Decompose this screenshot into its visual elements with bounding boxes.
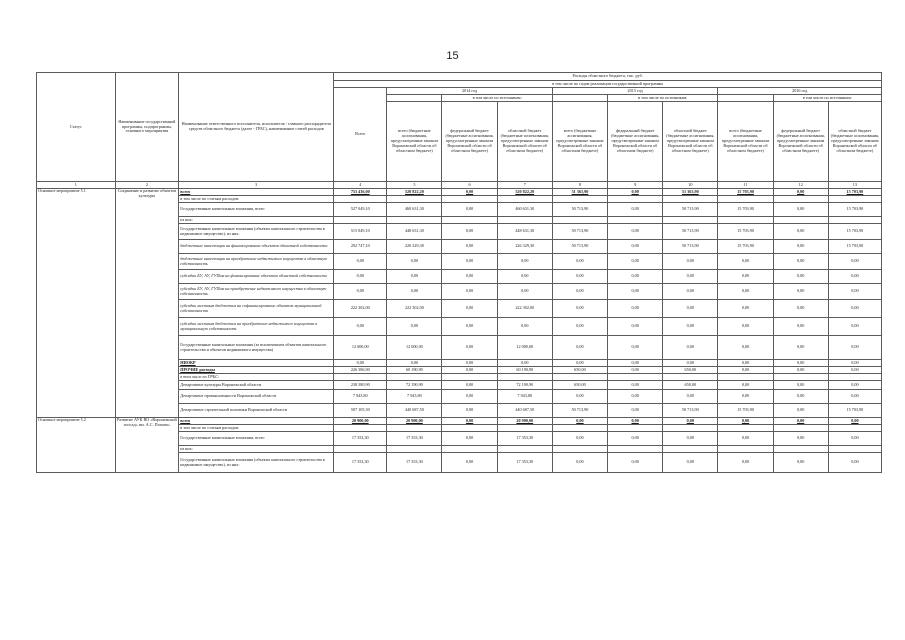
- row-value: [387, 425, 442, 432]
- row-value: 0,00: [773, 254, 828, 270]
- row-label: в том числе по ГРБС:: [179, 374, 334, 381]
- row-value: 0,00: [442, 453, 497, 473]
- row-value: 15 703,90: [718, 404, 773, 418]
- row-value: 0,00: [773, 432, 828, 446]
- row-value: 0,00: [608, 254, 663, 270]
- row-value: 12 000,00: [334, 336, 387, 360]
- row-value: 0,00: [773, 453, 828, 473]
- row-value: 50 713,90: [663, 203, 718, 217]
- row-value: [608, 446, 663, 453]
- row-value: 0,00: [387, 284, 442, 300]
- header-status: Статус: [37, 73, 116, 182]
- col-number: 1: [37, 182, 116, 189]
- row-label: Департамент культуры Воронежской области: [179, 381, 334, 390]
- row-value: 0,00: [387, 270, 442, 284]
- row-value: 0,00: [718, 390, 773, 404]
- row-value: [442, 374, 497, 381]
- row-value: [773, 374, 828, 381]
- row-value: 17 353,30: [497, 432, 552, 446]
- row-value: [552, 446, 607, 453]
- row-value: 15 703,90: [718, 240, 773, 254]
- header-col-federal-2015: федеральный бюджет (бюджетные ассигнования, предусмотренные законом Воронежской области об областном бюджете): [608, 102, 663, 182]
- row-value: 0,00: [442, 224, 497, 240]
- row-value: [497, 374, 552, 381]
- row-value: 0,00: [442, 360, 497, 367]
- row-label: Департамент строительной политики Воронежской области: [179, 404, 334, 418]
- col-number: 7: [497, 182, 552, 189]
- row-value: [387, 446, 442, 453]
- row-value: 0,00: [773, 367, 828, 374]
- row-value: 0,00: [608, 270, 663, 284]
- row-value: 0,00: [442, 318, 497, 336]
- page-number: 15: [446, 50, 459, 62]
- row-value: 0,00: [828, 284, 881, 300]
- row-value: 0,00: [773, 300, 828, 318]
- row-value: 292 747,10: [334, 240, 387, 254]
- row-value: 0,00: [442, 284, 497, 300]
- row-value: [387, 196, 442, 203]
- row-value: 0,00: [828, 418, 881, 425]
- row-value: 60 190,90: [497, 367, 552, 374]
- col-number: 8: [552, 182, 607, 189]
- row-value: 222 302,00: [334, 300, 387, 318]
- header-col-federal-2014: федеральный бюджет (бюджетные ассигнования, предусмотренные законом Воронежской области об областном бюджете): [442, 102, 497, 182]
- row-value: 17 353,30: [334, 453, 387, 473]
- row-value: [497, 217, 552, 224]
- row-value: 17 353,30: [497, 453, 552, 473]
- row-value: 0,00: [773, 336, 828, 360]
- row-value: 7 943,80: [387, 390, 442, 404]
- row-value: 440 687,50: [497, 404, 552, 418]
- col-number: 6: [442, 182, 497, 189]
- row-value: [663, 446, 718, 453]
- row-value: [334, 446, 387, 453]
- row-value: 0,00: [773, 189, 828, 196]
- row-label: субсидии БУ, АУ, ГУПам на приобретение недвижимого имущества в областную собственность: [179, 284, 334, 300]
- row-value: 0,00: [718, 270, 773, 284]
- row-value: 460 631,30: [387, 203, 442, 217]
- row-value: 0,00: [442, 189, 497, 196]
- row-value: 448 631,30: [387, 224, 442, 240]
- row-value: [718, 425, 773, 432]
- table-row: [37, 418, 882, 425]
- row-value: 507 105,30: [334, 404, 387, 418]
- row-label: бюджетные инвестиции на приобретение недвижимого имущества в областную собственность: [179, 254, 334, 270]
- row-value: 0,00: [663, 284, 718, 300]
- row-value: 15 703,90: [718, 203, 773, 217]
- row-value: 15 703,90: [718, 189, 773, 196]
- row-value: [828, 374, 881, 381]
- row-value: 0,00: [608, 240, 663, 254]
- budget-table: [36, 72, 882, 473]
- row-label: Государственные капитальные вложения, всего: [179, 432, 334, 446]
- row-value: 650,00: [663, 381, 718, 390]
- row-value: [663, 196, 718, 203]
- row-value: 0,00: [497, 270, 552, 284]
- row-value: 0,00: [773, 418, 828, 425]
- row-value: 12 000,00: [387, 336, 442, 360]
- row-value: 0,00: [608, 318, 663, 336]
- row-value: 440 687,50: [387, 404, 442, 418]
- row-value: 0,00: [442, 404, 497, 418]
- row-value: 0,00: [608, 284, 663, 300]
- header-total: Всего: [334, 88, 387, 182]
- header-col-total-2016: всего (бюджетные ассигнования, предусмотренные законом Воронежской области об областном бюджете): [718, 102, 773, 182]
- row-value: 0,00: [663, 336, 718, 360]
- row-value: 0,00: [718, 336, 773, 360]
- row-value: 50 713,90: [552, 240, 607, 254]
- row-value: 222 302,00: [497, 300, 552, 318]
- col-number: 9: [608, 182, 663, 189]
- row-value: 7 943,80: [334, 390, 387, 404]
- row-value: 0,00: [442, 418, 497, 425]
- row-value: 0,00: [608, 381, 663, 390]
- row-value: 0,00: [828, 381, 881, 390]
- row-value: 0,00: [663, 300, 718, 318]
- row-value: 0,00: [773, 284, 828, 300]
- row-value: 72 190,90: [387, 381, 442, 390]
- row-label: Государственные капитальные вложения (объекты капитального строительства в недвижимое имущество), из них:: [179, 224, 334, 240]
- row-label: Департамент промышленности Воронежской области: [179, 390, 334, 404]
- row-value: 15 703,90: [828, 203, 881, 217]
- row-value: 72 190,90: [497, 381, 552, 390]
- row-value: 0,00: [608, 300, 663, 318]
- row-value: 0,00: [828, 360, 881, 367]
- row-value: 15 703,90: [828, 240, 881, 254]
- row-value: 753 436,00: [334, 189, 387, 196]
- header-year-2014: 2014 год: [387, 88, 553, 95]
- row-value: [608, 425, 663, 432]
- row-label: субсидии местным бюджетам на софинансирование объектов муниципальной собственности: [179, 300, 334, 318]
- row-value: [442, 425, 497, 432]
- row-value: [718, 196, 773, 203]
- row-value: [334, 196, 387, 203]
- header-year-2015: 2015 год: [552, 88, 718, 95]
- row-value: 650,00: [552, 367, 607, 374]
- row-value: 0,00: [334, 318, 387, 336]
- row-value: 0,00: [608, 203, 663, 217]
- row-value: 0,00: [773, 404, 828, 418]
- row-value: 50 713,90: [663, 404, 718, 418]
- row-value: [334, 374, 387, 381]
- row-value: 0,00: [663, 254, 718, 270]
- row-value: 0,00: [608, 418, 663, 425]
- row-value: 7 943,80: [497, 390, 552, 404]
- row-label: в том числе по статьям расходов:: [179, 425, 334, 432]
- row-value: [442, 217, 497, 224]
- row-value: 0,00: [663, 418, 718, 425]
- row-value: 0,00: [608, 336, 663, 360]
- row-value: 226 329,30: [497, 240, 552, 254]
- row-status: Основное мероприятие 5.2: [37, 418, 116, 473]
- row-value: 0,00: [828, 432, 881, 446]
- row-value: 0,00: [773, 360, 828, 367]
- row-value: 0,00: [663, 453, 718, 473]
- row-value: 0,00: [828, 336, 881, 360]
- row-value: 650,00: [663, 367, 718, 374]
- row-value: [828, 217, 881, 224]
- row-value: 0,00: [442, 203, 497, 217]
- row-value: 0,00: [663, 390, 718, 404]
- row-value: 51 363,90: [663, 189, 718, 196]
- row-label: из них:: [179, 217, 334, 224]
- row-value: 0,00: [773, 381, 828, 390]
- row-value: 15 703,90: [828, 404, 881, 418]
- row-value: 0,00: [442, 390, 497, 404]
- row-value: 0,00: [608, 367, 663, 374]
- row-value: [608, 196, 663, 203]
- row-value: 20 900,00: [387, 418, 442, 425]
- row-value: 0,00: [773, 390, 828, 404]
- col-number: 5: [387, 182, 442, 189]
- row-value: [552, 196, 607, 203]
- row-value: 0,00: [387, 254, 442, 270]
- row-value: [552, 425, 607, 432]
- row-value: 0,00: [442, 432, 497, 446]
- row-value: 0,00: [718, 284, 773, 300]
- row-value: 0,00: [552, 418, 607, 425]
- header-col-total-2015: всего (бюджетные ассигнования, предусмотренные законом Воронежской области об областном бюджете): [552, 102, 607, 182]
- row-value: [497, 446, 552, 453]
- row-label: из них:: [179, 446, 334, 453]
- row-value: 15 703,90: [718, 224, 773, 240]
- row-value: 0,00: [663, 432, 718, 446]
- header-col-total-2014: всего (бюджетные ассигнования, предусмотренные законом Воронежской области об областном бюджете): [387, 102, 442, 182]
- row-value: 17 353,30: [387, 432, 442, 446]
- row-value: 15 703,90: [828, 224, 881, 240]
- row-label: субсидии местным бюджетам на приобретение недвижимого имущества в муниципальную собственность: [179, 318, 334, 336]
- row-value: 0,00: [608, 390, 663, 404]
- table-row: [37, 189, 882, 196]
- row-value: 520 822,20: [387, 189, 442, 196]
- row-label: Государственные капитальные вложения (объекты капитального строительства в недвижимое имущество), из них:: [179, 453, 334, 473]
- row-value: 0,00: [828, 254, 881, 270]
- row-label: Государственные капитальные вложения (за исключением объектов капитального строительства и объектов недвижимого имущества): [179, 336, 334, 360]
- row-value: 0,00: [773, 270, 828, 284]
- row-status: Основное мероприятие 5.1: [37, 189, 116, 418]
- row-value: 0,00: [828, 318, 881, 336]
- row-value: 0,00: [442, 254, 497, 270]
- row-value: 0,00: [442, 270, 497, 284]
- row-value: [442, 196, 497, 203]
- row-value: [718, 374, 773, 381]
- row-value: 0,00: [608, 189, 663, 196]
- row-value: [608, 374, 663, 381]
- row-value: 238 380,90: [334, 381, 387, 390]
- col-number: 12: [773, 182, 828, 189]
- row-label: всего: [179, 189, 334, 196]
- row-value: 515 049,10: [334, 224, 387, 240]
- row-value: 15 703,90: [828, 189, 881, 196]
- row-value: 0,00: [442, 300, 497, 318]
- row-value: 0,00: [773, 318, 828, 336]
- row-value: 0,00: [334, 270, 387, 284]
- row-name: Сохранение и развитие объектов культуры: [115, 189, 179, 418]
- row-name: Развитие АУК ВО «Воронежский зоосад» им. А.С. Попова»: [115, 418, 179, 473]
- col-number: 3: [179, 182, 334, 189]
- row-value: 20 900,00: [497, 418, 552, 425]
- row-value: 226 386,90: [334, 367, 387, 374]
- row-value: 50 713,90: [552, 224, 607, 240]
- row-label: ПРОЧИЕ расходы: [179, 367, 334, 374]
- row-value: 0,00: [387, 318, 442, 336]
- row-value: 0,00: [552, 318, 607, 336]
- row-value: 650,00: [552, 381, 607, 390]
- row-value: [828, 446, 881, 453]
- header-year-2016: 2016 год: [718, 88, 882, 95]
- row-value: [608, 217, 663, 224]
- row-value: [828, 425, 881, 432]
- row-value: 460 631,30: [497, 203, 552, 217]
- header-executor: Наименование ответственного исполнителя, исполнителя - главного распорядителя средств областного бюджета (далее - ГРБС), наименование статей расходов: [179, 73, 334, 182]
- row-value: 0,00: [608, 224, 663, 240]
- row-value: 0,00: [497, 254, 552, 270]
- col-number: 13: [828, 182, 881, 189]
- row-label: НИОКР: [179, 360, 334, 367]
- row-value: 50 713,90: [552, 203, 607, 217]
- row-value: 0,00: [718, 381, 773, 390]
- header-expenses-title: Расходы областного бюджета, тыс. руб.: [334, 73, 882, 81]
- col-number: 2: [115, 182, 179, 189]
- row-value: 0,00: [608, 360, 663, 367]
- row-value: 0,00: [718, 367, 773, 374]
- row-value: 17 353,30: [334, 432, 387, 446]
- row-value: 0,00: [552, 270, 607, 284]
- row-value: [387, 217, 442, 224]
- row-value: [773, 425, 828, 432]
- row-value: 0,00: [718, 418, 773, 425]
- header-col-regional-2014: областной бюджет (бюджетные ассигнования, предусмотренные законом Воронежской области об областном бюджете): [497, 102, 552, 182]
- col-number: 10: [663, 182, 718, 189]
- row-label: в том числе по статьям расходов:: [179, 196, 334, 203]
- row-value: 50 713,90: [663, 240, 718, 254]
- row-value: [718, 446, 773, 453]
- row-value: [497, 196, 552, 203]
- row-value: [663, 374, 718, 381]
- header-incl-sources-2015: в том числе по источникам:: [608, 95, 718, 102]
- header-name: Наименование государственной программы, подпрограммы, основного мероприятия: [115, 73, 179, 182]
- row-value: 0,00: [608, 404, 663, 418]
- row-value: 0,00: [387, 360, 442, 367]
- row-label: субсидии БУ, АУ, ГУПам на финансирование объектов областной собственности: [179, 270, 334, 284]
- row-value: 527 049,10: [334, 203, 387, 217]
- col-number: 4: [334, 182, 387, 189]
- row-value: 0,00: [828, 300, 881, 318]
- row-value: 0,00: [828, 367, 881, 374]
- row-value: 0,00: [552, 360, 607, 367]
- row-value: 226 329,30: [387, 240, 442, 254]
- row-value: [442, 446, 497, 453]
- col-number: 11: [718, 182, 773, 189]
- row-value: 0,00: [334, 360, 387, 367]
- row-value: 0,00: [497, 318, 552, 336]
- row-value: 0,00: [552, 284, 607, 300]
- row-value: 0,00: [828, 453, 881, 473]
- header-by-years: в том числе по годам реализации государственной программы: [334, 81, 882, 88]
- row-value: 0,00: [828, 390, 881, 404]
- row-value: 222 302,00: [387, 300, 442, 318]
- row-value: 20 900,00: [334, 418, 387, 425]
- row-value: [773, 217, 828, 224]
- row-value: 0,00: [608, 453, 663, 473]
- row-value: 0,00: [552, 336, 607, 360]
- row-label: всего: [179, 418, 334, 425]
- row-label: бюджетные инвестиции на финансирование объектов областной собственности: [179, 240, 334, 254]
- header-col-regional-2015: областной бюджет (бюджетные ассигнования, предусмотренные законом Воронежской области об областном бюджете): [663, 102, 718, 182]
- row-value: 0,00: [663, 270, 718, 284]
- row-value: 0,00: [442, 336, 497, 360]
- row-value: [663, 425, 718, 432]
- row-value: [334, 425, 387, 432]
- row-value: [552, 217, 607, 224]
- row-value: 0,00: [497, 284, 552, 300]
- row-value: 0,00: [828, 270, 881, 284]
- row-value: 0,00: [552, 300, 607, 318]
- row-value: [663, 217, 718, 224]
- row-value: 0,00: [773, 240, 828, 254]
- row-value: 0,00: [334, 284, 387, 300]
- row-value: 0,00: [773, 224, 828, 240]
- header-col-regional-2016: областной бюджет (бюджетные ассигнования, предусмотренные законом Воронежской области об областном бюджете): [828, 102, 881, 182]
- row-value: 51 363,90: [552, 189, 607, 196]
- row-value: 60 190,90: [387, 367, 442, 374]
- row-value: 50 713,90: [552, 404, 607, 418]
- row-value: [497, 425, 552, 432]
- row-value: 0,00: [442, 367, 497, 374]
- row-value: 0,00: [718, 318, 773, 336]
- header-incl-sources-2014: в том числе по источникам:: [442, 95, 552, 102]
- row-value: 0,00: [608, 432, 663, 446]
- row-value: 0,00: [497, 360, 552, 367]
- row-value: 0,00: [718, 360, 773, 367]
- row-value: 0,00: [718, 432, 773, 446]
- row-value: 0,00: [773, 203, 828, 217]
- row-value: 0,00: [334, 254, 387, 270]
- row-value: [334, 217, 387, 224]
- header-col-federal-2016: федеральный бюджет (бюджетные ассигнования, предусмотренные законом Воронежской области об областном бюджете): [773, 102, 828, 182]
- row-value: 448 631,30: [497, 224, 552, 240]
- row-value: 0,00: [552, 432, 607, 446]
- row-value: 0,00: [552, 453, 607, 473]
- row-value: [387, 374, 442, 381]
- row-label: Государственные капитальные вложения, всего: [179, 203, 334, 217]
- row-value: 0,00: [663, 318, 718, 336]
- row-value: 0,00: [552, 254, 607, 270]
- row-value: 520 822,20: [497, 189, 552, 196]
- row-value: 12 000,00: [497, 336, 552, 360]
- row-value: 0,00: [718, 300, 773, 318]
- row-value: 0,00: [442, 240, 497, 254]
- row-value: 0,00: [442, 381, 497, 390]
- row-value: 50 713,90: [663, 224, 718, 240]
- header-incl-sources-2016: в том числе по источникам:: [773, 95, 881, 102]
- row-value: 0,00: [663, 360, 718, 367]
- row-value: [828, 196, 881, 203]
- row-value: 0,00: [718, 453, 773, 473]
- row-value: 0,00: [718, 254, 773, 270]
- row-value: [773, 446, 828, 453]
- row-value: 0,00: [552, 390, 607, 404]
- row-value: 17 353,30: [387, 453, 442, 473]
- row-value: [718, 217, 773, 224]
- row-value: [773, 196, 828, 203]
- row-value: [552, 374, 607, 381]
